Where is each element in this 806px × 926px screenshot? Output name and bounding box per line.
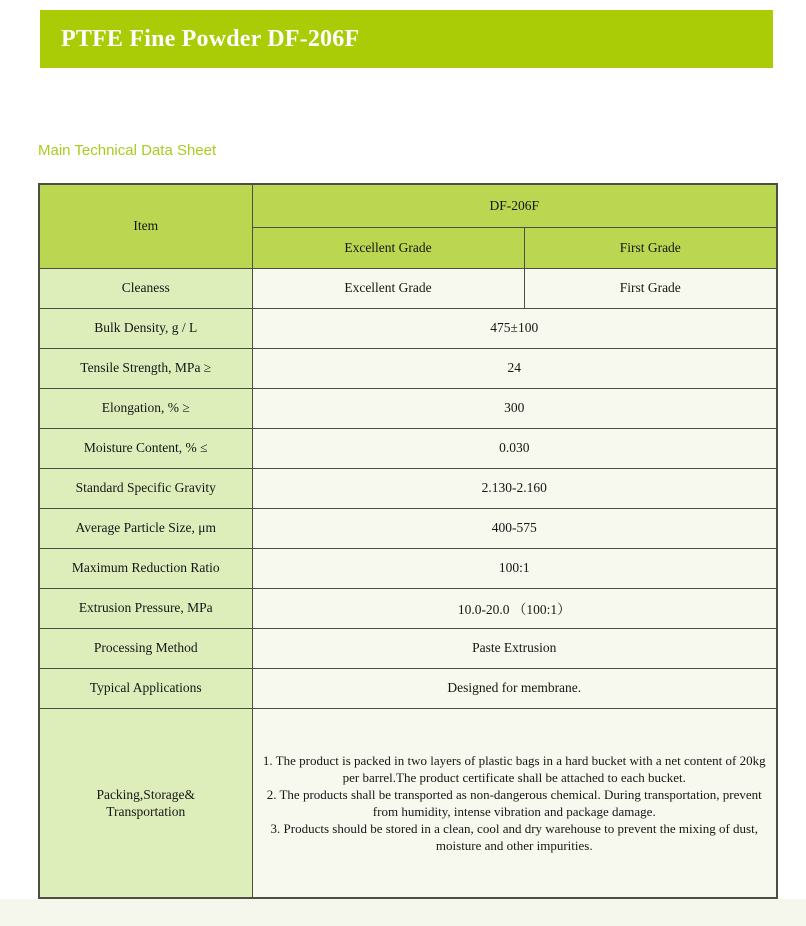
value-cell: 24 bbox=[252, 348, 777, 388]
packing-label-line2: Transportation bbox=[106, 803, 186, 819]
table-row-specific-gravity bbox=[39, 468, 777, 508]
item-label-cell: Tensile Strength, MPa ≥ bbox=[39, 348, 252, 388]
table-row-elongation bbox=[39, 388, 777, 428]
packing-note-2: 2. The products shall be transported as non-dangerous chemical. During transportation, prevent from humidity, intense vibration and package damage. bbox=[266, 786, 762, 819]
table-header-row-product bbox=[39, 184, 777, 227]
value-cell: 0.030 bbox=[252, 428, 777, 468]
item-header-cell: Item bbox=[39, 184, 252, 268]
item-label-cell: Cleaness bbox=[39, 268, 252, 308]
item-label-cell: Average Particle Size, μm bbox=[39, 508, 252, 548]
item-label-cell: Processing Method bbox=[39, 628, 252, 668]
item-label-cell: Typical Applications bbox=[39, 668, 252, 708]
value-cell: Designed for membrane. bbox=[252, 668, 777, 708]
technical-data-table bbox=[38, 183, 778, 899]
table-row-bulk-density bbox=[39, 308, 777, 348]
value-cell-excellent: Excellent Grade bbox=[252, 268, 524, 308]
section-heading: Main Technical Data Sheet bbox=[38, 142, 217, 159]
packing-note-3: 3. Products should be stored in a clean, cool and dry warehouse to prevent the mixing of dust, moisture and other impurities. bbox=[270, 820, 758, 853]
item-label-cell: Moisture Content, % ≤ bbox=[39, 428, 252, 468]
value-cell: 475±100 bbox=[252, 308, 777, 348]
table-row-moisture-content bbox=[39, 428, 777, 468]
item-label-cell bbox=[39, 708, 252, 898]
table-row-cleaness bbox=[39, 268, 777, 308]
table-row-particle-size bbox=[39, 508, 777, 548]
value-cell-first: First Grade bbox=[524, 268, 777, 308]
table-row-tensile-strength bbox=[39, 348, 777, 388]
item-label-cell: Bulk Density, g / L bbox=[39, 308, 252, 348]
product-header-cell: DF-206F bbox=[252, 184, 777, 227]
value-cell: 100:1 bbox=[252, 548, 777, 588]
item-label-cell: Standard Specific Gravity bbox=[39, 468, 252, 508]
table-row-extrusion-pressure bbox=[39, 588, 777, 628]
value-cell: 300 bbox=[252, 388, 777, 428]
value-cell: 10.0-20.0 （100:1） bbox=[252, 588, 777, 628]
value-cell: 2.130-2.160 bbox=[252, 468, 777, 508]
packing-notes-cell bbox=[252, 708, 777, 898]
value-cell: 400-575 bbox=[252, 508, 777, 548]
value-cell: Paste Extrusion bbox=[252, 628, 777, 668]
grade-header-excellent: Excellent Grade bbox=[252, 227, 524, 268]
item-label-cell: Extrusion Pressure, MPa bbox=[39, 588, 252, 628]
page-footer-strip bbox=[0, 899, 806, 926]
packing-note-1: 1. The product is packed in two layers of plastic bags in a hard bucket with a net content of 20kg per barrel.The product certificate shall be attached to each bucket. bbox=[262, 752, 766, 785]
table-row-reduction-ratio bbox=[39, 548, 777, 588]
table-row-packing-storage bbox=[39, 708, 777, 898]
grade-header-first: First Grade bbox=[524, 227, 777, 268]
item-label-cell: Maximum Reduction Ratio bbox=[39, 548, 252, 588]
table-row-typical-applications bbox=[39, 668, 777, 708]
title-banner bbox=[40, 10, 773, 68]
packing-label-line1: Packing,Storage& bbox=[96, 786, 196, 802]
page-title: PTFE Fine Powder DF-206F bbox=[61, 25, 360, 52]
table-row-processing-method bbox=[39, 628, 777, 668]
item-label-cell: Elongation, % ≥ bbox=[39, 388, 252, 428]
